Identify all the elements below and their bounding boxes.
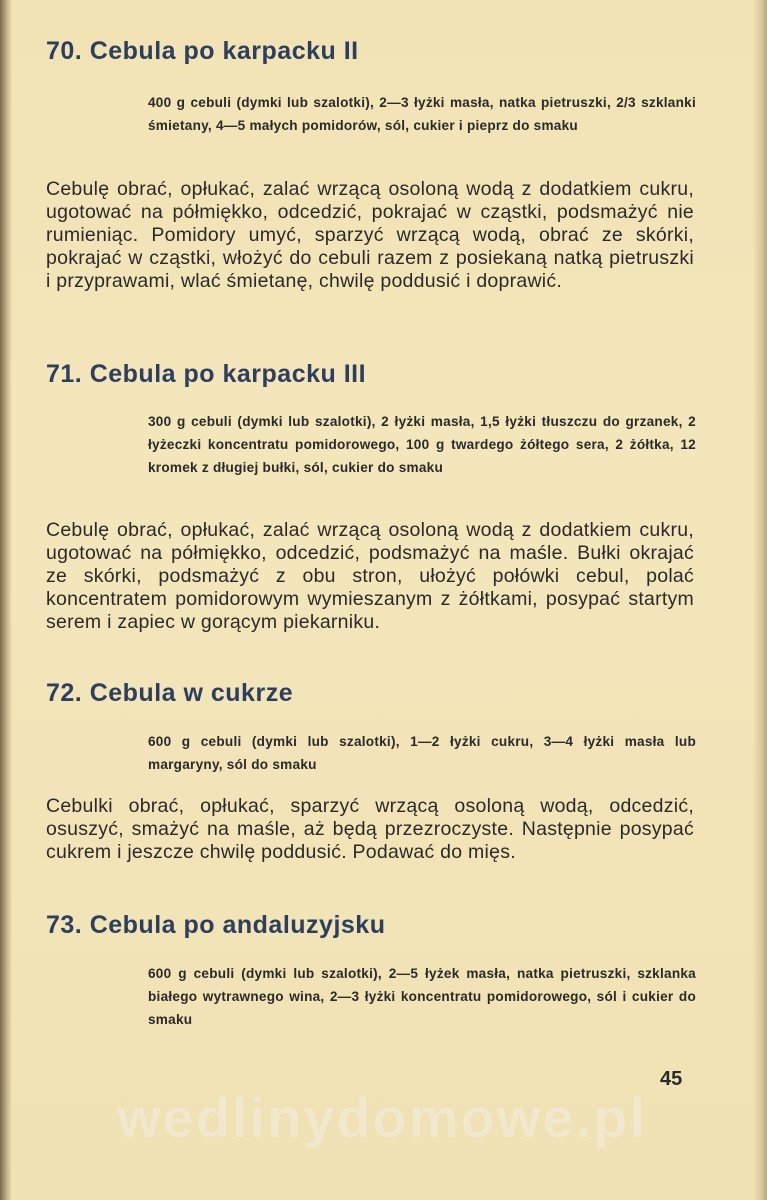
recipe-title-71: 71. Cebula po karpacku III [46,360,367,388]
recipe-method-72: Cebulki obrać, opłukać, sparzyć wrzącą osoloną wodą, odcedzić, osuszyć, smażyć na maśle, aż będą przezroczyste. Następnie posypać cukrem i jeszcze chwilę poddusić. Podawać do mięs. [46,795,694,863]
recipe-method-71: Cebulę obrać, opłukać, zalać wrzącą osoloną wodą z dodatkiem cukru, ugotować na półmiękko, odcedzić, podsmażyć na maśle. Bułki okrajać ze skórki, podsmażyć z obu stron, ułożyć połówki cebul, polać koncentratem pomidorowym wymieszanym z żółtkami, posypać startym serem i zapiec w gorącym piekarniku. [46,519,694,633]
page-edge-shadow [753,0,767,1200]
recipe-title-73: 73. Cebula po andaluzyjsku [46,911,386,939]
page-number: 45 [660,1068,683,1090]
recipe-title-70: 70. Cebula po karpacku II [46,37,359,65]
recipe-ingredients-73: 600 g cebuli (dymki lub szalotki), 2—5 łyżek masła, natka pietruszki, szklanka białego wytrawnego wina, 2—3 łyżki koncentratu pomidorowego, sól i cukier do smaku [148,966,696,1027]
watermark-text: wedlinydomowe.pl [117,1086,647,1149]
recipe-method-70: Cebulę obrać, opłukać, zalać wrzącą osoloną wodą z dodatkiem cukru, ugotować na półmiękko, odcedzić, pokrajać w cząstki, podsmażyć nie rumieniąc. Pomidory umyć, sparzyć wrzącą wodą, obrać ze skórki, pokrajać w cząstki, włożyć do cebuli razem z posiekaną natką pietruszki i przyprawami, wlać śmietanę, chwilę poddusić i doprawić. [46,178,694,292]
recipe-ingredients-71: 300 g cebuli (dymki lub szalotki), 2 łyżki masła, 1,5 łyżki tłuszczu do grzanek, 2 łyżeczki koncentratu pomidorowego, 100 g twardego żółtego sera, 2 żółtka, 12 kromek z długiej bułki, sól, cukier do smaku [148,414,696,475]
recipe-title-72: 72. Cebula w cukrze [46,679,294,707]
recipe-ingredients-72: 600 g cebuli (dymki lub szalotki), 1—2 łyżki cukru, 3—4 łyżki masła lub margaryny, sól do smaku [148,734,696,772]
recipe-ingredients-70: 400 g cebuli (dymki lub szalotki), 2—3 łyżki masła, natka pietruszki, 2/3 szklanki śmietany, 4—5 małych pomidorów, sól, cukier i pieprz do smaku [148,95,696,133]
page-gutter-shadow [0,0,12,1200]
